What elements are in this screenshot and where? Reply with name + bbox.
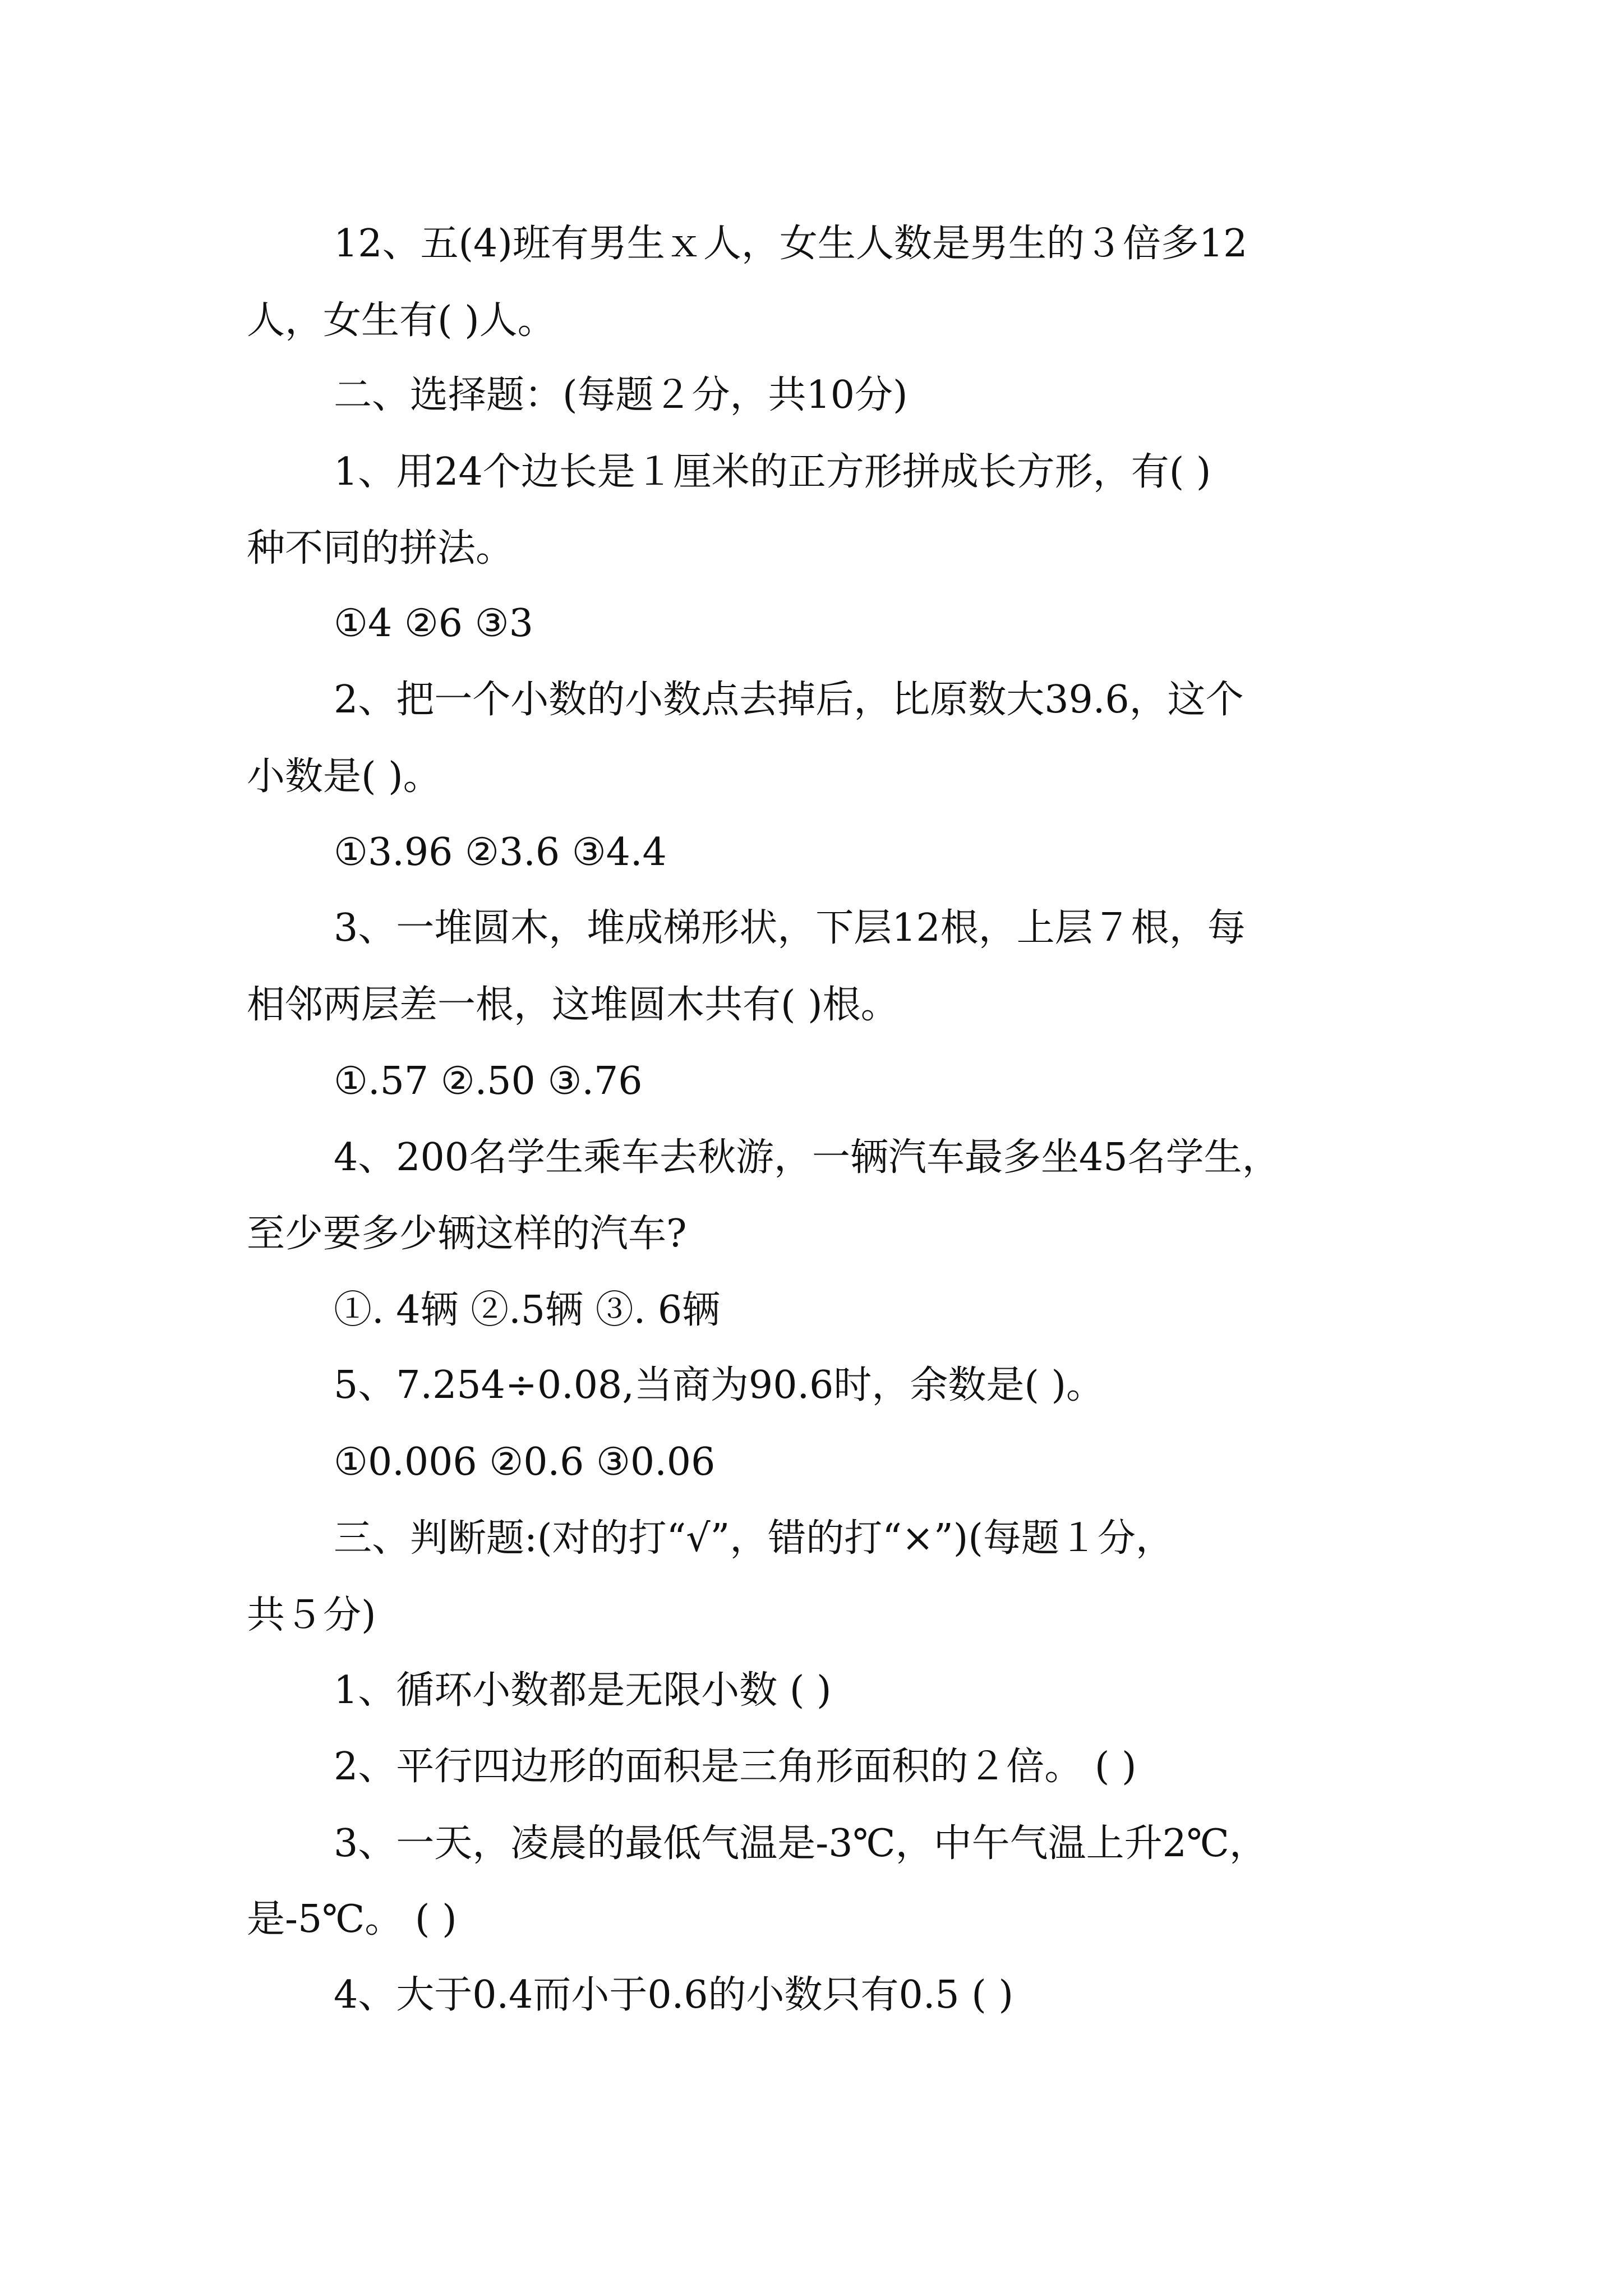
choice-q3-options: ①.57 ②.50 ③.76: [334, 1059, 643, 1103]
choice-q5-options: ①0.006 ②0.6 ③0.06: [334, 1440, 716, 1484]
choice-q5-line-1: 5、7.254÷0.08,当商为90.6时，余数是( )。: [334, 1363, 1105, 1407]
choice-q4-line-2: 至少要多少辆这样的汽车?: [247, 1212, 687, 1256]
choice-q2-line-2: 小数是( )。: [247, 754, 441, 799]
section-3-heading-line-1: 三、判断题:(对的打“√”，错的打“×”)(每题１分，: [334, 1516, 1174, 1561]
choice-q3-line-2: 相邻两层差一根，这堆圆木共有( )根。: [247, 983, 899, 1027]
section-3-heading-line-2: 共５分): [247, 1593, 376, 1637]
choice-q2-options: ①3.96 ②3.6 ③4.4: [334, 830, 667, 875]
question-12-line-1: 12、五(4)班有男生ｘ人，女生人数是男生的３倍多12: [334, 222, 1248, 266]
choice-q2-line-1: 2、把一个小数的小数点去掉后，比原数大39.6，这个: [334, 678, 1244, 722]
choice-q4-options: ①. 4辆 ②.5辆 ③. 6辆: [334, 1288, 721, 1332]
choice-q1-line-2: 种不同的拼法。: [247, 526, 514, 570]
judge-q3-line-1: 3、一天，凌晨的最低气温是-3℃，中午气温上升2℃，: [334, 1821, 1267, 1866]
choice-q3-line-1: 3、一堆圆木，堆成梯形状，下层12根，上层７根，每: [334, 906, 1246, 950]
section-2-heading: 二、选择题：(每题２分，共10分): [334, 373, 908, 417]
judge-q2: 2、平行四边形的面积是三角形面积的２倍。 ( ): [334, 1745, 1137, 1789]
question-12-line-2: 人，女生有( )人。: [247, 298, 556, 343]
judge-q1: 1、循环小数都是无限小数 ( ): [334, 1668, 832, 1713]
judge-q4: 4、大于0.4而小于0.6的小数只有0.5 ( ): [334, 1973, 1013, 2017]
choice-q1-line-1: 1、用24个边长是１厘米的正方形拼成长方形，有( ): [334, 450, 1211, 494]
judge-q3-line-2: 是-5℃。 ( ): [247, 1897, 457, 1941]
choice-q4-line-1: 4、200名学生乘车去秋游，一辆汽车最多坐45名学生，: [334, 1135, 1280, 1180]
choice-q1-options: ①4 ②6 ③3: [334, 601, 533, 646]
